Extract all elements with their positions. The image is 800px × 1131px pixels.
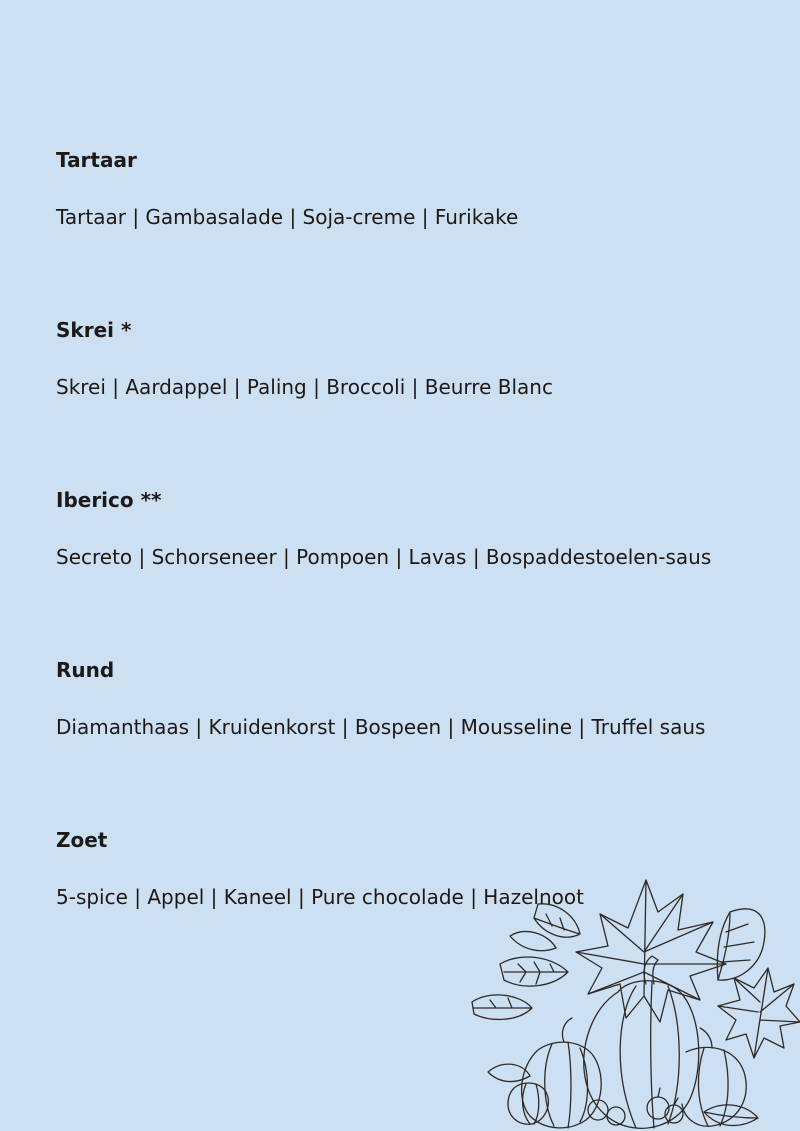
course-tartaar bbox=[56, 148, 756, 229]
course-description: 5-spice | Appel | Kaneel | Pure chocolade | Hazelnoot bbox=[56, 885, 584, 909]
course-rund bbox=[56, 658, 756, 739]
course-description: Tartaar | Gambasalade | Soja-creme | Furikake bbox=[56, 205, 519, 229]
course-skrei bbox=[56, 318, 756, 399]
course-title: Zoet bbox=[56, 828, 108, 852]
course-title: Iberico ** bbox=[56, 488, 162, 512]
course-description: Diamanthaas | Kruidenkorst | Bospeen | Mousseline | Truffel saus bbox=[56, 715, 706, 739]
course-iberico bbox=[56, 488, 756, 569]
course-title: Rund bbox=[56, 658, 115, 682]
course-title: Skrei * bbox=[56, 318, 132, 342]
pumpkin-leaves-icon bbox=[468, 872, 800, 1131]
course-title: Tartaar bbox=[56, 148, 137, 172]
course-description: Skrei | Aardappel | Paling | Broccoli | Beurre Blanc bbox=[56, 375, 553, 399]
course-description: Secreto | Schorseneer | Pompoen | Lavas | Bospaddestoelen-saus bbox=[56, 545, 712, 569]
course-zoet bbox=[56, 828, 756, 909]
